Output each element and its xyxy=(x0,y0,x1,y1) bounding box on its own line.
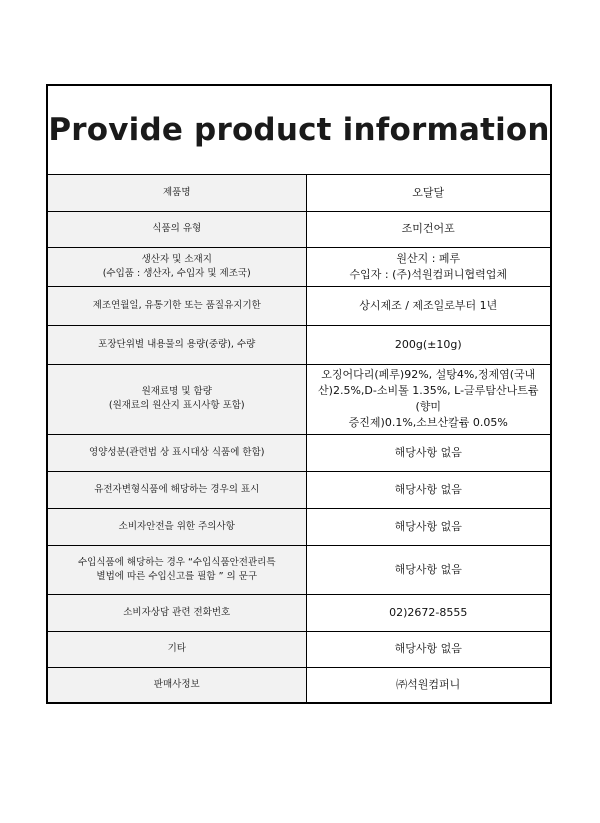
row-label-line: 소비자상담 관련 전화번호 xyxy=(123,606,231,618)
row-value xyxy=(306,175,550,211)
table-row xyxy=(48,471,550,508)
table-row xyxy=(48,286,550,325)
row-value-line: 오징어다리(페루)92%, 설탕4%,정제염(국내 xyxy=(321,368,536,382)
row-value xyxy=(306,211,550,247)
table-row xyxy=(48,545,550,594)
row-label xyxy=(48,175,306,211)
table-row xyxy=(48,364,550,434)
row-value-line: ㈜석원컴퍼니 xyxy=(396,677,461,691)
row-label xyxy=(48,434,306,471)
row-value xyxy=(306,631,550,667)
row-value xyxy=(306,325,550,364)
product-info-table xyxy=(48,175,550,702)
table-row xyxy=(48,211,550,247)
product-info-rows xyxy=(48,175,550,702)
table-row xyxy=(48,325,550,364)
row-value-line: 02)2672-8555 xyxy=(389,605,468,619)
row-label-line: 제조연월일, 유통기한 또는 품질유지기한 xyxy=(92,299,261,311)
row-label-line: 별법에 따른 수입신고를 필함 ” 의 문구 xyxy=(96,570,258,582)
row-value xyxy=(306,286,550,325)
table-row xyxy=(48,434,550,471)
row-value-line: 해당사항 없음 xyxy=(394,482,462,496)
row-value-line: 상시제조 / 제조일로부터 1년 xyxy=(359,298,498,312)
row-label xyxy=(48,594,306,631)
row-label-line: 판매사정보 xyxy=(153,678,200,690)
table-row xyxy=(48,667,550,702)
row-value-line: 산)2.5%,D-소비톨 1.35%, L-글루탐산나트륨(향미 xyxy=(318,384,539,413)
row-label xyxy=(48,247,306,286)
table-row xyxy=(48,594,550,631)
row-label xyxy=(48,508,306,545)
row-value xyxy=(306,247,550,286)
row-label xyxy=(48,364,306,434)
table-row xyxy=(48,631,550,667)
row-value xyxy=(306,508,550,545)
row-label xyxy=(48,286,306,325)
row-label-line: 제품명 xyxy=(162,186,191,198)
row-value xyxy=(306,471,550,508)
table-row xyxy=(48,175,550,211)
row-value-line: 해당사항 없음 xyxy=(394,642,462,656)
row-label xyxy=(48,211,306,247)
row-label xyxy=(48,667,306,702)
row-value xyxy=(306,594,550,631)
row-label-line: (수입품 : 생산자, 수입자 및 제조국) xyxy=(102,267,251,279)
row-value xyxy=(306,434,550,471)
row-label xyxy=(48,325,306,364)
row-value-line: 수입자 : (주)석원컴퍼니협력업체 xyxy=(349,267,507,281)
row-value-line: 해당사항 없음 xyxy=(394,519,462,533)
row-label-line: (원재료의 원산지 표시사항 포함) xyxy=(108,400,245,411)
page-title: Provide product information xyxy=(48,86,550,175)
row-value-line: 조미건어포 xyxy=(401,222,455,236)
table-row xyxy=(48,508,550,545)
row-label-line: 소비자안전을 위한 주의사항 xyxy=(118,520,235,532)
row-label-line: 영양성분(관련법 상 표시대상 식품에 한함) xyxy=(88,446,265,458)
row-label-line: 포장단위별 내용물의 용량(중량), 수량 xyxy=(98,338,256,350)
row-label xyxy=(48,545,306,594)
product-info-sheet xyxy=(46,84,552,704)
row-value-line: 증진제)0.1%,소브산칼륨 0.05% xyxy=(348,415,508,429)
row-label-line: 기타 xyxy=(167,643,186,655)
row-label xyxy=(48,631,306,667)
row-value-line: 원산지 : 페루 xyxy=(396,251,461,265)
row-label-line: 원재료명 및 함량 xyxy=(141,386,212,398)
row-value-line: 해당사항 없음 xyxy=(394,445,462,459)
row-label-line: 생산자 및 소재지 xyxy=(141,253,212,265)
row-label xyxy=(48,471,306,508)
row-value-line: 해당사항 없음 xyxy=(394,562,462,576)
row-value xyxy=(306,667,550,702)
row-label-line: 식품의 유형 xyxy=(152,223,202,235)
row-value-line: 오달달 xyxy=(412,185,445,199)
row-label-line: 수입식품에 해당하는 경우 “수입식품안전관리특 xyxy=(77,556,276,568)
row-value xyxy=(306,545,550,594)
row-value-line: 200g(±10g) xyxy=(394,337,462,351)
row-value xyxy=(306,364,550,434)
row-label-line: 유전자변형식품에 해당하는 경우의 표시 xyxy=(94,483,260,495)
table-row xyxy=(48,247,550,286)
